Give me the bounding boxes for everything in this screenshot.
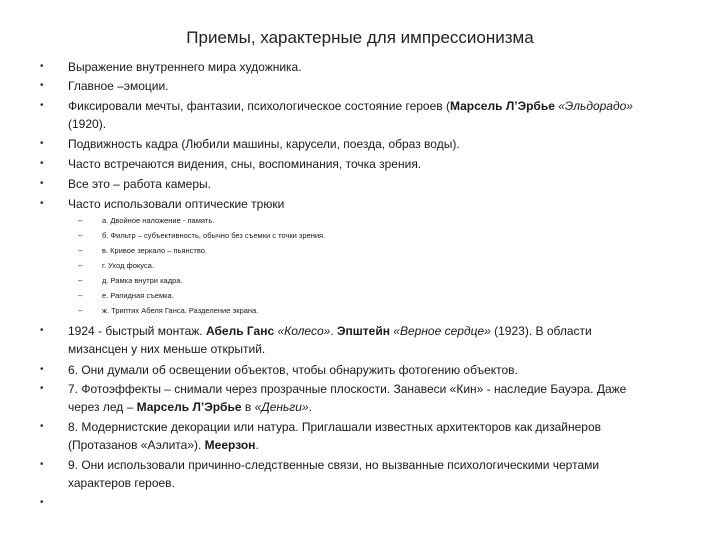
dash-icon: – — [78, 261, 83, 270]
sub-item: д. Рамка внутри кадра. — [102, 276, 183, 285]
dash-icon: – — [78, 306, 83, 315]
slide-title: Приемы, характерные для импрессионизма — [186, 28, 534, 47]
list-item: 9. Они использовали причинно-следственные связи, но вызванные психологическими чертами характеров героев. — [68, 458, 600, 490]
list-item: Все это – работа камеры. — [68, 177, 211, 191]
person-name: Марсель Л’Эрбье — [449, 99, 555, 113]
list-item: 1924 - быстрый монтаж. Абель Ганс «Колесо». Эпштейн «Верное сердце» (1923). В области мизансцен у них меньше открытий. — [68, 324, 592, 356]
dash-icon: – — [78, 276, 83, 285]
film-title: «Верное сердце» — [393, 324, 491, 338]
bullet-icon: • — [40, 178, 44, 189]
list-item: Часто встречаются видения, сны, воспоминания, точка зрения. — [68, 157, 422, 171]
list-item: Главное –эмоции. — [68, 79, 169, 93]
list-item: Часто использовали оптические трюки — [68, 197, 285, 211]
sub-item: б. Фильтр – субъективность, обычно без съемки с точки зрения. — [102, 231, 326, 240]
dash-icon: – — [78, 231, 83, 240]
sub-item: г. Уход фокуса. — [102, 261, 154, 270]
dash-icon: – — [78, 246, 83, 255]
sub-item: а. Двойное наложение - память. — [102, 216, 215, 225]
person-name: Абель Ганс — [205, 324, 275, 338]
bullet-icon: • — [40, 61, 44, 72]
list-item: Выражение внутреннего мира художника. — [68, 60, 302, 74]
list-item: 8. Модернистские декорации или натура. Приглашали известных архитекторов как дизайнеров (Протазанов «Аэлита»). Меерзон. — [68, 420, 602, 452]
bullet-icon: • — [40, 459, 44, 470]
list-item: 7. Фотоэффекты – снимали через прозрачные плоскости. Занавеси «Кин» - наследие Бауэра. Даже через лед – Марсель Л’Эрбье в «Деньги». — [68, 382, 627, 414]
person-name: Меерзон — [204, 438, 256, 452]
film-title: «Колесо» — [277, 324, 331, 338]
bullet-icon: • — [40, 497, 44, 508]
film-title: «Деньги» — [254, 400, 309, 414]
bullet-icon: • — [40, 80, 44, 91]
sub-item: е. Рапидная съемка. — [102, 291, 174, 300]
bullet-icon: • — [40, 198, 44, 209]
bullet-icon: • — [40, 364, 44, 375]
person-name: Эпштейн — [336, 324, 390, 338]
bullet-icon: • — [40, 100, 44, 111]
dash-icon: – — [78, 216, 83, 225]
bullet-icon: • — [40, 421, 44, 432]
film-title: «Эльдорадо» — [558, 99, 633, 113]
dash-icon: – — [78, 291, 83, 300]
list-item: Подвижность кадра (Любили машины, карусели, поезда, образ воды). — [68, 137, 460, 151]
bullet-icon: • — [40, 138, 44, 149]
person-name: Марсель Л’Эрбье — [136, 400, 242, 414]
sub-item: в. Кривое зеркало – пьянство. — [102, 246, 208, 255]
bullet-icon: • — [40, 158, 44, 169]
bullet-icon: • — [40, 383, 44, 394]
list-item: 6. Они думали об освещении объектов, чтобы обнаружить фотогению объектов. — [68, 363, 518, 377]
bullet-icon: • — [40, 325, 44, 336]
sub-item: ж. Триптих Абеля Ганса. Разделение экрана. — [102, 306, 259, 315]
list-item: Фиксировали мечты, фантазии, психологическое состояние героев (Марсель Л’Эрбье «Эльдорадо» (1920). — [68, 99, 633, 131]
